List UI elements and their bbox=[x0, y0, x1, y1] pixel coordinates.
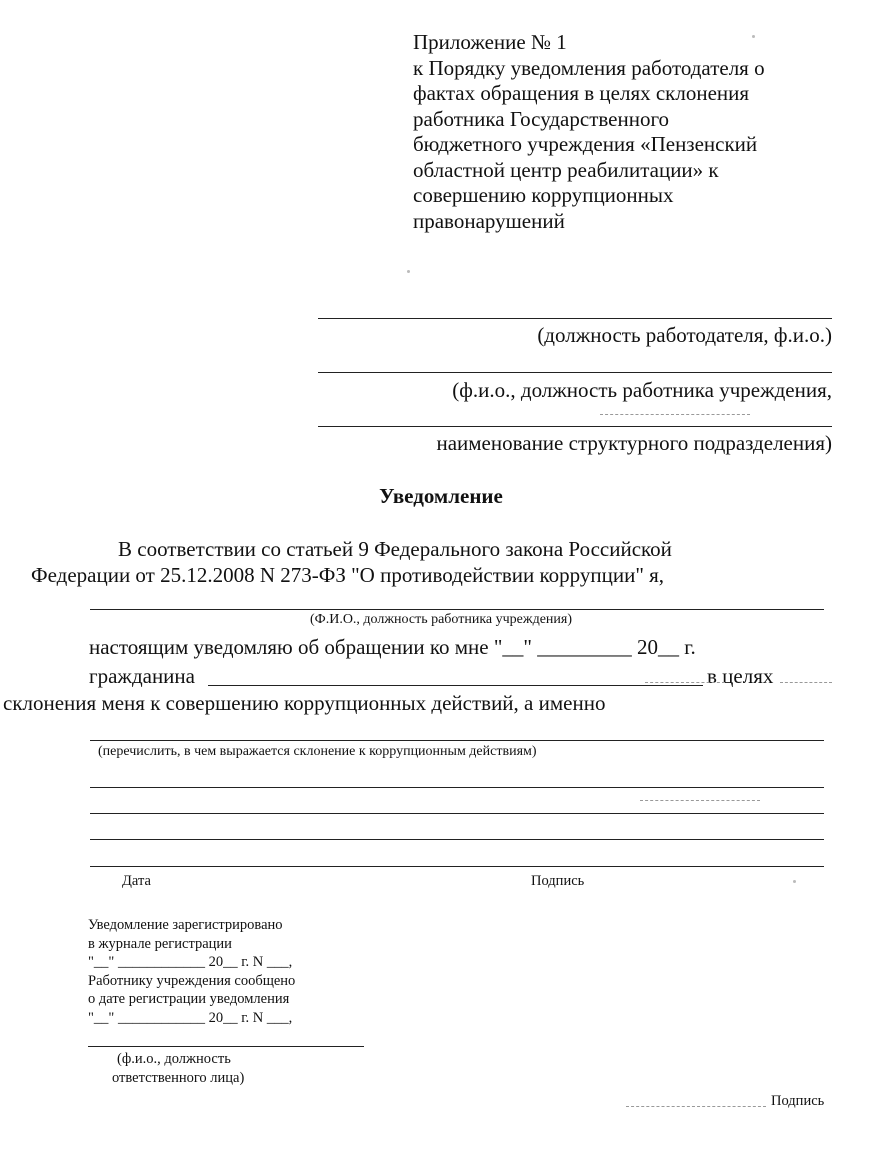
appendix-line-2: к Порядку уведомления работодателя о bbox=[413, 55, 765, 80]
appendix-line-8: правонарушений bbox=[413, 208, 565, 233]
employee-caption-1: (ф.и.о., должность работника учреждения, bbox=[452, 378, 832, 402]
scan-artifact bbox=[780, 682, 832, 683]
fio-caption: (Ф.И.О., должность работника учреждения) bbox=[309, 612, 572, 627]
responsible-caption-1: (ф.и.о., должность bbox=[117, 1051, 231, 1067]
scan-artifact bbox=[645, 682, 725, 683]
details-blank-line-2[interactable] bbox=[90, 787, 824, 788]
details-blank-line-4[interactable] bbox=[90, 839, 824, 840]
signature-label: Подпись bbox=[531, 873, 585, 889]
employee-caption-2: наименование структурного подразделения) bbox=[436, 431, 832, 455]
scan-artifact bbox=[407, 270, 410, 273]
appendix-line-3: фактах обращения в целях склонения bbox=[413, 81, 750, 105]
intro-line-1: В соответствии со статьей 9 Федерального закона Российской bbox=[118, 537, 672, 561]
employee-blank-line[interactable] bbox=[318, 372, 832, 373]
date-label: Дата bbox=[122, 873, 151, 889]
inclination-line: склонения меня к совершению коррупционных действий, а именно bbox=[3, 691, 606, 715]
scan-artifact bbox=[640, 800, 760, 801]
registration-line-3: "__" ____________ 20__ г. N ___, bbox=[88, 954, 293, 970]
employer-caption: (должность работодателя, ф.и.о.) bbox=[537, 323, 832, 347]
details-blank-line-3[interactable] bbox=[90, 813, 824, 814]
purpose-label: в целях bbox=[707, 664, 774, 688]
appendix-line-4: работника Государственного bbox=[413, 106, 670, 131]
registration-line-4: Работнику учреждения сообщено bbox=[88, 972, 296, 989]
registration-line-6: "__" ____________ 20__ г. N ___, bbox=[88, 1009, 293, 1026]
scan-artifact bbox=[793, 880, 796, 883]
fio-blank-line[interactable] bbox=[90, 609, 824, 610]
appendix-line-1: Приложение № 1 bbox=[413, 30, 567, 54]
registration-block bbox=[88, 916, 295, 1027]
employer-blank-line[interactable] bbox=[318, 318, 832, 319]
details-blank-line-5[interactable] bbox=[90, 866, 824, 867]
responsible-signature-label: Подпись bbox=[771, 1093, 825, 1109]
intro-line-2: Федерации от 25.12.2008 N 273-ФЗ "О противодействии коррупции" я, bbox=[31, 563, 665, 587]
appendix-line-7: совершению коррупционных bbox=[413, 183, 674, 207]
appendix-line-5: бюджетного учреждения «Пензенский bbox=[413, 132, 758, 156]
scan-artifact bbox=[752, 35, 755, 38]
responsible-blank-line[interactable] bbox=[88, 1046, 364, 1047]
notify-line: настоящим уведомляю об обращении ко мне "__" _________ 20__ г. bbox=[89, 635, 696, 659]
citizen-blank-line[interactable] bbox=[208, 685, 703, 686]
appendix-header bbox=[413, 30, 833, 234]
details-blank-line-1[interactable] bbox=[90, 740, 824, 741]
department-blank-line[interactable] bbox=[318, 426, 832, 427]
registration-line-1: Уведомление зарегистрировано bbox=[88, 917, 283, 933]
registration-line-5: о дате регистрации уведомления bbox=[88, 991, 290, 1007]
appendix-line-6: областной центр реабилитации» к bbox=[413, 157, 719, 182]
scan-artifact bbox=[600, 414, 750, 415]
document-title: Уведомление bbox=[379, 484, 503, 508]
responsible-caption-2: ответственного лица) bbox=[112, 1070, 245, 1086]
responsible-signature-line[interactable] bbox=[626, 1106, 766, 1107]
citizen-label: гражданина bbox=[89, 664, 195, 688]
list-caption: (перечислить, в чем выражается склонение к коррупционным действиям) bbox=[98, 744, 537, 759]
registration-line-2: в журнале регистрации bbox=[88, 935, 232, 952]
